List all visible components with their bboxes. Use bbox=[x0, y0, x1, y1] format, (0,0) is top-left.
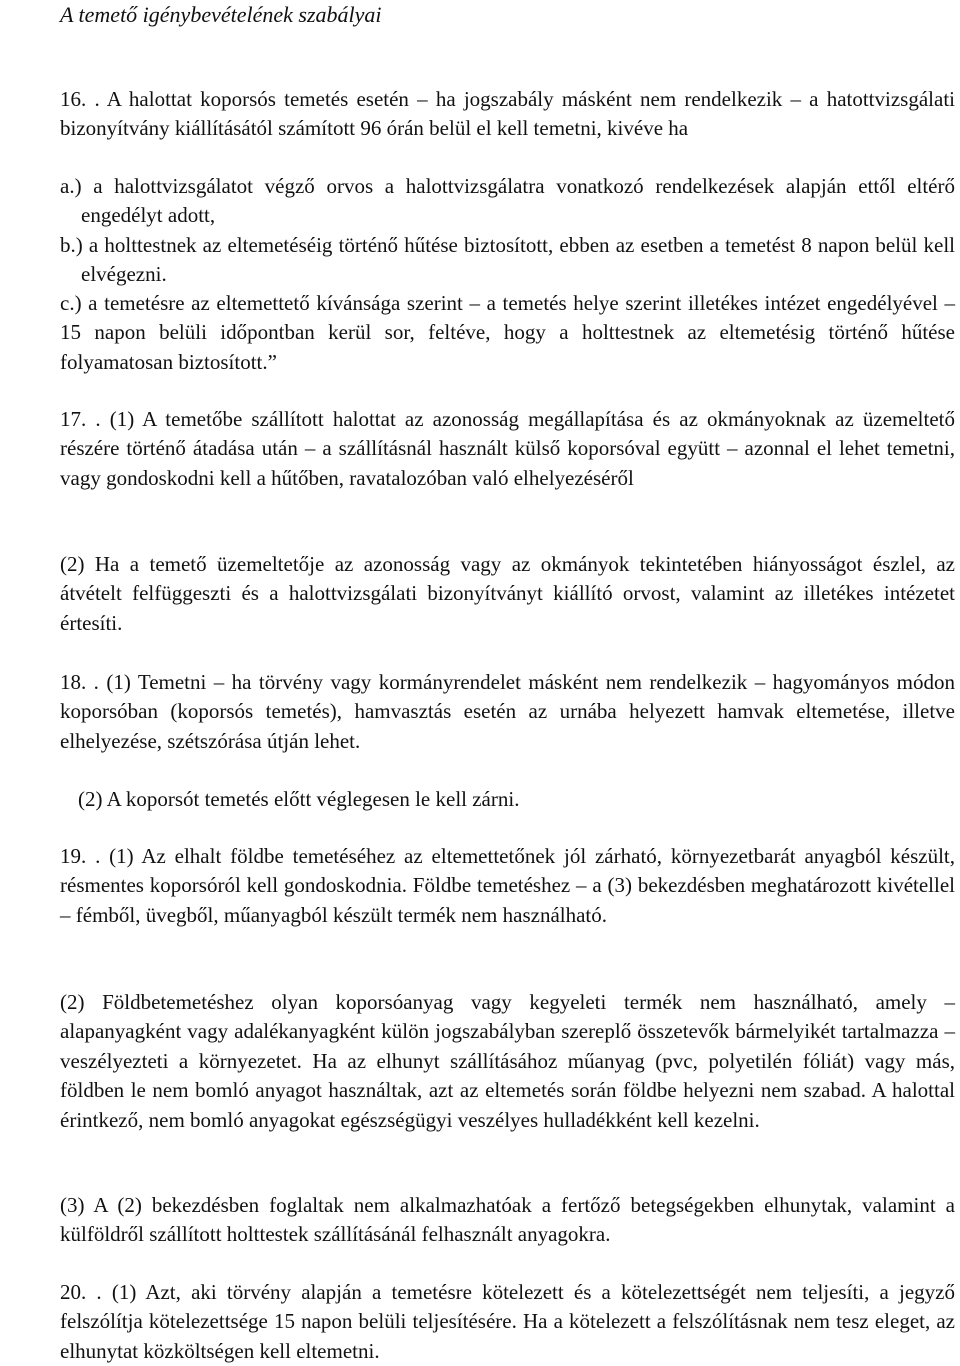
section-18-paragraph-1 bbox=[60, 668, 955, 756]
section-20-p1-text: 20. . (1) Azt, aki törvény alapján a temetésre kötelezett és a kötelezettségét nem teljesíti, a jegyző felszólítja kötelezettsége 15 napon belüli teljesítésére. Ha a kötelezett a felszólításnak nem tesz eleget, az elhunytat közköltségen kell eltemetni. bbox=[60, 1280, 955, 1363]
section-18-paragraph-2 bbox=[78, 785, 955, 814]
section-19-paragraph-3 bbox=[60, 1191, 955, 1250]
section-19-paragraph-2 bbox=[60, 988, 955, 1135]
section-17-paragraph-2 bbox=[60, 550, 955, 638]
section-17-p2-text: (2) Ha a temető üzemeltetője az azonosság vagy az okmányok tekintetében hiányosságot észlel, az átvételt felfüggeszti és a halottvizsgálati bizonyítványt kiállító orvost, valamint az illetékes intézetet értesíti. bbox=[60, 552, 955, 635]
section-19-paragraph-1 bbox=[60, 842, 955, 930]
section-16-item-a bbox=[60, 172, 955, 231]
section-16-intro bbox=[60, 85, 955, 144]
section-19-p2-text: (2) Földbetemetéshez olyan koporsóanyag vagy kegyeleti termék nem használható, amely – alapanyagként vagy adalékanyagként külön jogszabályban szereplő összetevők bármelyikét tartalmazza – veszélyezteti a környezetet. Ha az elhunyt szállításához műanyag (pvc, polyetilén fóliát) vagy más, földben le nem bomló anyagot használtak, azt az eltemetés során földbe helyezni nem szabad. A halottal érintkező, nem bomló anyagokat egészségügyi veszélyes hulladékként kell kezelni. bbox=[60, 990, 955, 1132]
section-20-paragraph-1 bbox=[60, 1278, 955, 1366]
section-19-p1-text: 19. . (1) Az elhalt földbe temetéséhez az eltemettetőnek jól zárható, környezetbarát anyagból készült, résmentes koporsóról kell gondoskodnia. Földbe temetéshez – a (3) bekezdésben meghatározott kivétellel – fémből, üvegből, műanyagból készült termék nem használható. bbox=[60, 844, 955, 927]
section-16-item-a-text: a.) a halottvizsgálatot végző orvos a halottvizsgálatra vonatkozó rendelkezések alapján ettől eltérő engedélyt adott, bbox=[60, 174, 955, 228]
section-16-item-b bbox=[60, 231, 955, 290]
section-18-p2-text: (2) A koporsót temetés előtt véglegesen le kell zárni. bbox=[78, 787, 520, 811]
section-19-p3-text: (3) A (2) bekezdésben foglaltak nem alkalmazhatóak a fertőző betegségekben elhunytak, valamint a külföldről szállított holttestek szállításánál felhasznált anyagokra. bbox=[60, 1193, 955, 1247]
section-16-item-c bbox=[60, 289, 955, 377]
section-16-item-b-text: b.) a holttestnek az eltemetéséig történő hűtése biztosított, ebben az esetben a temetést 8 napon belül kell elvégezni. bbox=[60, 233, 955, 287]
section-17-paragraph-1 bbox=[60, 405, 955, 493]
page-title: A temető igénybevételének szabályai bbox=[60, 2, 382, 27]
section-18-p1-text: 18. . (1) Temetni – ha törvény vagy kormányrendelet másként nem rendelkezik – hagyományos módon koporsóban (koporsós temetés), hamvasztás esetén az urnába helyezett hamvak eltemetése, illetve elhelyezése, szétszórása útján lehet. bbox=[60, 670, 955, 753]
section-16-intro-text: 16. . A halottat koporsós temetés esetén – ha jogszabály másként nem rendelkezik – a hatottvizsgálati bizonyítvány kiállításától számított 96 órán belül el kell temetni, kivéve ha bbox=[60, 87, 955, 141]
section-16-item-c-text: c.) a temetésre az eltemettető kívánsága szerint – a temetés helye szerint illetékes intézet engedélyével – 15 napon belüli időpontban kerül sor, feltéve, hogy a holttestnek az eltemetésig történő hűtése folyamatosan biztosított.” bbox=[60, 291, 955, 374]
section-17-p1-text: 17. . (1) A temetőbe szállított halottat az azonosság megállapítása és az okmányoknak az üzemeltető részére történő átadása után – a szállításnál használt külső koporsóval együtt – azonnal el lehet temetni, vagy gondoskodni kell a hűtőben, ravatalozóban való elhelyezéséről bbox=[60, 407, 955, 490]
